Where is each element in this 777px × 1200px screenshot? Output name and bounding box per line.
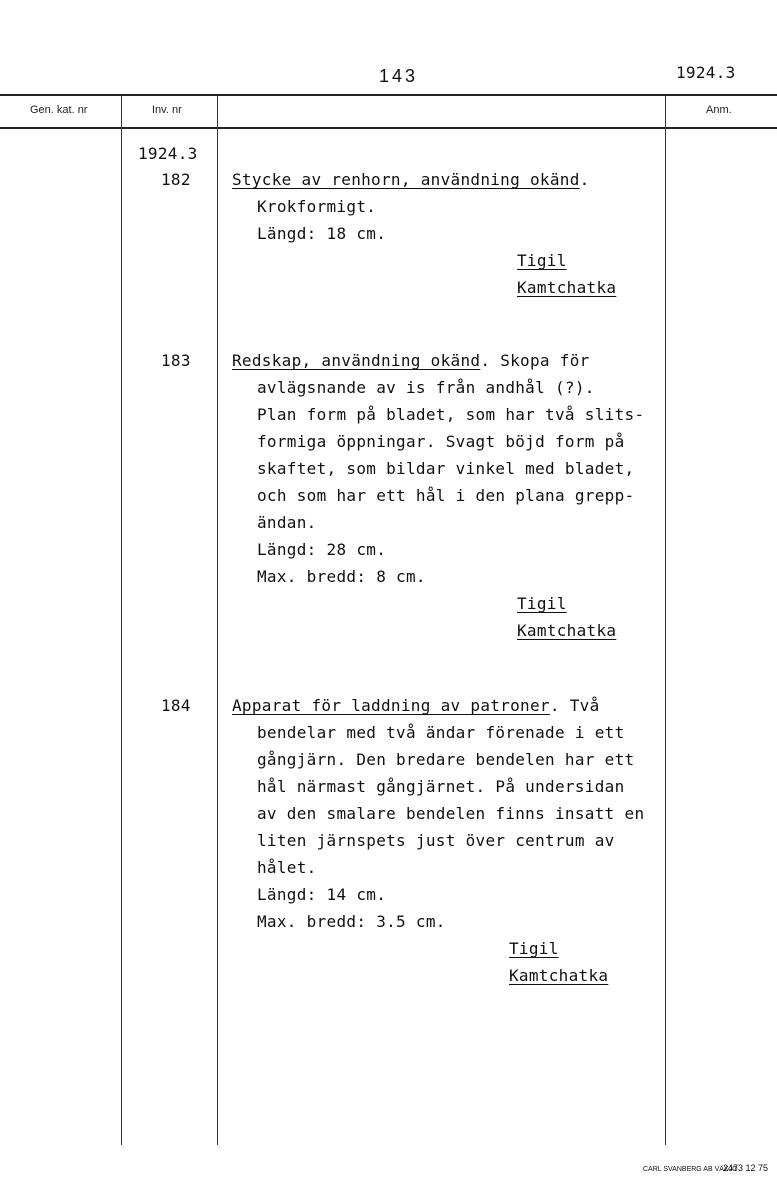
description-line: Längd: 28 cm. [257,540,387,559]
inv-number: 182 [161,170,191,189]
description-line: gångjärn. Den bredare bendelen har ett [257,750,635,769]
header-anm: Anm. [706,104,732,116]
entry-title-suffix: . Skopa för [480,351,590,370]
description-line: avlägsnande av is från andhål (?). [257,378,595,397]
inv-number: 183 [161,351,191,370]
accession-number: 1924.3 [138,144,198,163]
description-line: Plan form på bladet, som har två slits- [257,405,645,424]
page-number: 143 [379,66,419,86]
entry-title-line [232,170,590,189]
entry-title: Apparat för laddning av patroner [232,696,550,715]
description-line: Max. bredd: 3.5 cm. [257,912,446,931]
description-line: Längd: 14 cm. [257,885,387,904]
entry-title-suffix: . Två [549,696,600,715]
description-line: av den smalare bendelen finns insatt en [257,804,645,823]
description-line: liten järnspets just över centrum av [257,831,615,850]
description-line: hål närmast gångjärnet. På undersidan [257,777,625,796]
place-label: Kamtchatka [509,966,609,985]
description-line: Krokformigt. [257,197,377,216]
accession-header: 1924.3 [676,63,736,82]
header-inv-nr: Inv. nr [152,104,182,116]
description-line: och som har ett hål i den plana grepp- [257,486,635,505]
place-label: Kamtchatka [517,278,617,297]
description-line: Längd: 18 cm. [257,224,387,243]
description-line: bendelar med två ändar förenade i ett [257,723,625,742]
footer-form-code: 2473 12 75 [723,1163,769,1173]
entry-title: Stycke av renhorn, användning okänd [232,170,580,189]
table-top-rule [0,94,777,96]
column-divider [121,95,122,1145]
header-bottom-rule [0,127,777,129]
description-line: skaftet, som bildar vinkel med bladet, [257,459,635,478]
column-divider [217,95,218,1145]
place-label: Tigil [509,939,559,958]
place-label: Tigil [517,251,567,270]
column-divider [665,95,666,1145]
entry-title-line [232,696,600,715]
footer-printer: CARL SVANBERG AB VÄXJÖ [643,1166,738,1173]
description-line: formiga öppningar. Svagt böjd form på [257,432,625,451]
entry-title: Redskap, användning okänd [232,351,481,370]
place-label: Kamtchatka [517,621,617,640]
description-line: Max. bredd: 8 cm. [257,567,426,586]
description-line: ändan. [257,513,317,532]
entry-title-line [232,351,590,370]
description-line: hålet. [257,858,317,877]
header-gen-kat-nr: Gen. kat. nr [30,104,88,116]
place-label: Tigil [517,594,567,613]
entry-title-suffix: . [579,170,590,189]
inv-number: 184 [161,696,191,715]
